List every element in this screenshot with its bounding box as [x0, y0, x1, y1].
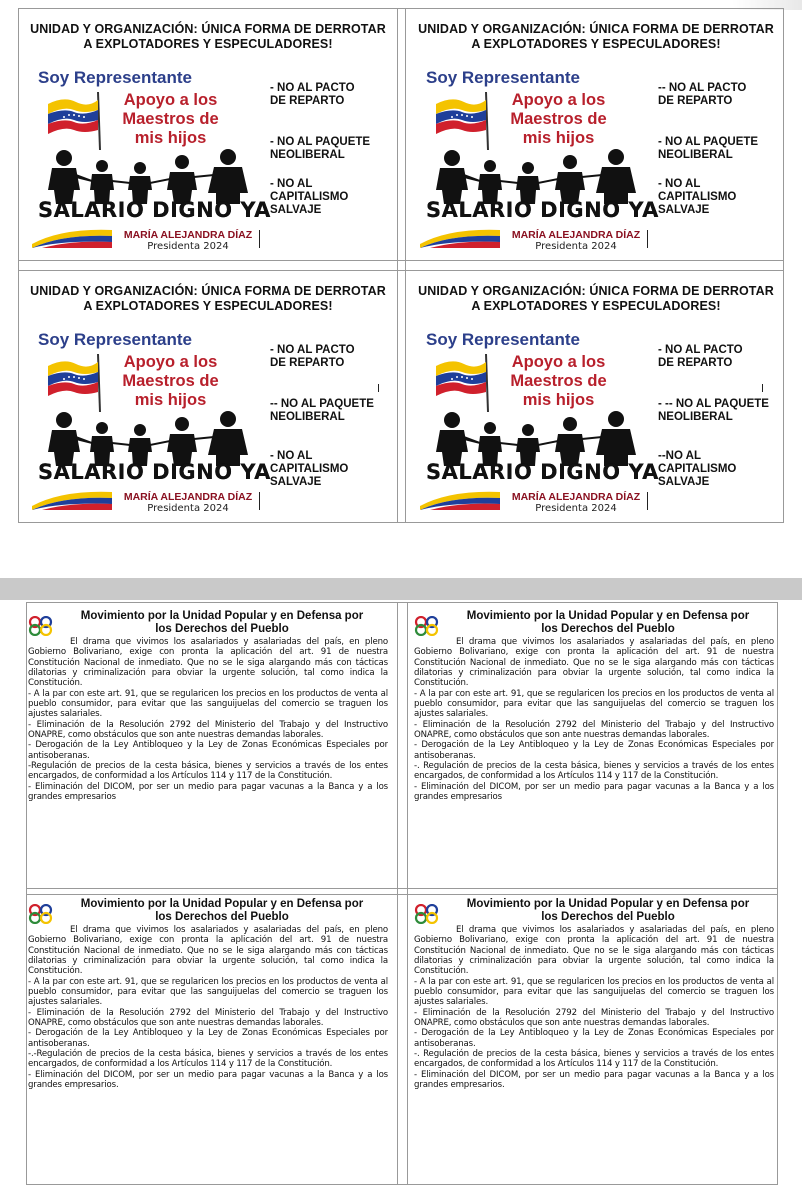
slogan-pacto: - NO AL PACTO DE REPARTO: [658, 344, 743, 369]
grid-rule-top: [26, 602, 778, 603]
candidate-name: MARÍA ALEJANDRA DÍAZ: [511, 491, 641, 503]
grid-rule-top: [18, 8, 784, 9]
movement-logo-icon: [28, 904, 54, 924]
separator-tick: [378, 384, 379, 392]
sheet-divider: [0, 578, 802, 600]
candidate-office: Presidenta 2024: [535, 241, 617, 252]
venezuela-flag-icon: [46, 90, 104, 152]
demand-item: - Eliminación del DICOM, por ser un medio para pagar vacunas a la Banca y a los grandes empresarios.: [28, 1069, 388, 1091]
flag-sash-icon: [420, 226, 500, 248]
demand-item: - Derogación de la Ley Antibloqueo y la Ley de Zonas Económicas Especiales por antisoberanas.: [28, 1028, 388, 1049]
demands-text: [414, 925, 774, 1091]
candidate-name: MARÍA ALEJANDRA DÍAZ: [123, 491, 253, 503]
movement-title: Movimiento por la Unidad Popular y en Defensa por los Derechos del Pueblo: [466, 610, 750, 635]
demand-item: - A la par con este art. 91, que se regularicen los precios en los productos de venta al pueblo consumidor, para evitar que las sanguijuelas del comercio se traguen los ajustes salariales.: [28, 976, 388, 1008]
separator-tick: [647, 230, 648, 248]
flyer-headline: UNIDAD Y ORGANIZACIÓN: ÚNICA FORMA DE DERROTAR A EXPLOTADORES Y ESPECULADORES!: [30, 284, 386, 313]
family-silhouette-icon: [430, 148, 640, 204]
slogan-paquete: - -- NO AL PAQUETE NEOLIBERAL: [658, 398, 769, 423]
grid-rule-mid-b: [18, 270, 784, 271]
demand-item: -.-Regulación de precios de la cesta básica, bienes y servicios a través de los entes encargados, de conformidad a los Artículos 114 y 117 de la Constitución.: [28, 1049, 388, 1070]
separator-tick: [762, 384, 763, 392]
slogan-pacto: -- NO AL PACTO DE REPARTO: [658, 82, 747, 107]
slogan-paquete: -- NO AL PAQUETE NEOLIBERAL: [270, 398, 374, 423]
separator-tick: [259, 492, 260, 510]
slogan-capitalismo: - NO AL CAPITALISMO SALVAJE: [270, 178, 349, 216]
grid-rule-center-a: [397, 602, 398, 1184]
demand-item: -Regulación de precios de la cesta básica, bienes y servicios a través de los entes encargados, de conformidad a los Artículos 114 y 117 de la Constitución.: [28, 761, 388, 782]
apoyo-maestros-text: Apoyo a los Maestros de mis hijos: [122, 91, 219, 147]
intro-paragraph: El drama que vivimos los asalariados y asalariadas del país, en pleno Gobierno Bolivariano, exige con pronta la aplicación del art. 91 de nuestra Constitución Nacional de inmediato. Que no se le siga alargando más con tácticas dilatorias y criminalización para obviar la urgente solución, tal como indica la Constitución.: [28, 637, 388, 689]
flyer-headline: UNIDAD Y ORGANIZACIÓN: ÚNICA FORMA DE DERROTAR A EXPLOTADORES Y ESPECULADORES!: [418, 284, 774, 313]
slogan-paquete: - NO AL PAQUETE NEOLIBERAL: [270, 136, 371, 161]
demand-item: - Eliminación del DICOM, por ser un medio para pagar vacunas a la Banca y a los grandes empresarios: [414, 781, 774, 803]
demand-item: - Derogación de la Ley Antibloqueo y la Ley de Zonas Económicas Especiales por antisoberanas.: [28, 740, 388, 761]
soy-representante-label: Soy Representante: [426, 330, 580, 349]
intro-paragraph: El drama que vivimos los asalariados y asalariadas del país, en pleno Gobierno Bolivariano, exige con pronta la aplicación del art. 91 de nuestra Constitución Nacional de inmediato. Que no se le siga alargando más con tácticas dilatorias y criminalización para obviar la urgente solución, tal como indica la Constitución.: [414, 637, 774, 689]
venezuela-flag-icon: [434, 352, 492, 414]
slogan-pacto: - NO AL PACTO DE REPARTO: [270, 82, 355, 107]
demand-document-1: [28, 610, 388, 888]
flyer-sheet: [0, 0, 802, 578]
candidate-office: Presidenta 2024: [147, 241, 229, 252]
flyer-2: [406, 12, 786, 264]
flag-sash-icon: [420, 488, 500, 510]
salario-digno-ya-slogan: SALARIO DIGNO YA: [426, 198, 659, 222]
flyer-headline: UNIDAD Y ORGANIZACIÓN: ÚNICA FORMA DE DERROTAR A EXPLOTADORES Y ESPECULADORES!: [30, 22, 386, 51]
family-silhouette-icon: [430, 410, 640, 466]
movement-title: Movimiento por la Unidad Popular y en Defensa por los Derechos del Pueblo: [80, 898, 364, 923]
slogan-pacto: - NO AL PACTO DE REPARTO: [270, 344, 355, 369]
soy-representante-label: Soy Representante: [38, 68, 192, 87]
slogan-capitalismo: - NO AL CAPITALISMO SALVAJE: [658, 178, 737, 216]
demand-item: - Eliminación del DICOM, por ser un medio para pagar vacunas a la Banca y a los grandes empresarios.: [414, 1069, 774, 1091]
demand-item: - Eliminación de la Resolución 2792 del Ministerio del Trabajo y del Instructivo ONAPRE, como obstáculos que son ante nuestras demandas laborales.: [28, 1007, 388, 1029]
document-sheet: [0, 600, 802, 1200]
demand-item: -. Regulación de precios de la cesta básica, bienes y servicios a través de los entes encargados, de conformidad a los Artículos 114 y 117 de la Constitución.: [414, 761, 774, 782]
grid-rule-right: [777, 602, 778, 1184]
flyer-1: [18, 12, 398, 264]
flag-sash-icon: [32, 488, 112, 510]
demand-item: - Derogación de la Ley Antibloqueo y la Ley de Zonas Económicas Especiales por antisoberanas.: [414, 1028, 774, 1049]
family-silhouette-icon: [42, 148, 252, 204]
candidate-office: Presidenta 2024: [535, 503, 617, 514]
candidate-name: MARÍA ALEJANDRA DÍAZ: [123, 229, 253, 241]
demand-document-2: [414, 610, 774, 888]
salario-digno-ya-slogan: SALARIO DIGNO YA: [38, 460, 271, 484]
flyer-headline: UNIDAD Y ORGANIZACIÓN: ÚNICA FORMA DE DERROTAR A EXPLOTADORES Y ESPECULADORES!: [418, 22, 774, 51]
demand-item: - Eliminación de la Resolución 2792 del Ministerio del Trabajo y del Instructivo ONAPRE, como obstáculos que son ante nuestras demandas laborales.: [28, 719, 388, 741]
separator-tick: [647, 492, 648, 510]
movement-logo-icon: [414, 904, 440, 924]
salario-digno-ya-slogan: SALARIO DIGNO YA: [426, 460, 659, 484]
demand-item: - Eliminación de la Resolución 2792 del Ministerio del Trabajo y del Instructivo ONAPRE, como obstáculos que son ante nuestras demandas laborales.: [414, 1007, 774, 1029]
movement-logo-icon: [28, 616, 54, 636]
flag-sash-icon: [32, 226, 112, 248]
venezuela-flag-icon: [434, 90, 492, 152]
demands-text: [28, 637, 388, 803]
grid-rule-mid-b: [26, 894, 778, 895]
family-silhouette-icon: [42, 410, 252, 466]
grid-rule-left: [26, 602, 27, 1184]
demand-item: - A la par con este art. 91, que se regularicen los precios en los productos de venta al pueblo consumidor, para evitar que las sanguijuelas del comercio se traguen los ajustes salariales.: [414, 976, 774, 1008]
separator-tick: [259, 230, 260, 248]
intro-paragraph: El drama que vivimos los asalariados y asalariadas del país, en pleno Gobierno Bolivariano, exige con pronta la aplicación del art. 91 de nuestra Constitución Nacional de inmediato. Que no se le siga alargando más con tácticas dilatorias y criminalización para obviar la urgente solución, tal como indica la Constitución.: [414, 925, 774, 977]
grid-rule-center-b: [407, 602, 408, 1184]
salario-digno-ya-slogan: SALARIO DIGNO YA: [38, 198, 271, 222]
soy-representante-label: Soy Representante: [426, 68, 580, 87]
apoyo-maestros-text: Apoyo a los Maestros de mis hijos: [122, 353, 219, 409]
demands-text: [414, 637, 774, 803]
movement-title: Movimiento por la Unidad Popular y en Defensa por los Derechos del Pueblo: [80, 610, 364, 635]
demand-document-3: [28, 898, 388, 1182]
demands-text: [28, 925, 388, 1091]
movement-title: Movimiento por la Unidad Popular y en Defensa por los Derechos del Pueblo: [466, 898, 750, 923]
demand-item: - Eliminación de la Resolución 2792 del Ministerio del Trabajo y del Instructivo ONAPRE, como obstáculos que son ante nuestras demandas laborales.: [414, 719, 774, 741]
demand-item: - Eliminación del DICOM, por ser un medio para pagar vacunas a la Banca y a los grandes empresarios: [28, 781, 388, 803]
candidate-office: Presidenta 2024: [147, 503, 229, 514]
apoyo-maestros-text: Apoyo a los Maestros de mis hijos: [510, 353, 607, 409]
demand-document-4: [414, 898, 774, 1182]
soy-representante-label: Soy Representante: [38, 330, 192, 349]
candidate-name: MARÍA ALEJANDRA DÍAZ: [511, 229, 641, 241]
slogan-capitalismo: --NO AL CAPITALISMO SALVAJE: [658, 450, 737, 488]
apoyo-maestros-text: Apoyo a los Maestros de mis hijos: [510, 91, 607, 147]
flyer-3: [18, 274, 398, 526]
intro-paragraph: El drama que vivimos los asalariados y asalariadas del país, en pleno Gobierno Bolivariano, exige con pronta la aplicación del art. 91 de nuestra Constitución Nacional de inmediato. Que no se le siga alargando más con tácticas dilatorias y criminalización para obviar la urgente solución, tal como indica la Constitución.: [28, 925, 388, 977]
grid-rule-mid-a: [26, 888, 778, 889]
flyer-4: [406, 274, 786, 526]
demand-item: - Derogación de la Ley Antibloqueo y la Ley de Zonas Económicas Especiales por antisoberanas.: [414, 740, 774, 761]
movement-logo-icon: [414, 616, 440, 636]
demand-item: -. Regulación de precios de la cesta básica, bienes y servicios a través de los entes encargados, de conformidad a los Artículos 114 y 117 de la Constitución.: [414, 1049, 774, 1070]
demand-item: - A la par con este art. 91, que se regularicen los precios en los productos de venta al pueblo consumidor, para evitar que las sanguijuelas del comercio se traguen los ajustes salariales.: [414, 688, 774, 720]
slogan-capitalismo: - NO AL CAPITALISMO SALVAJE: [270, 450, 349, 488]
venezuela-flag-icon: [46, 352, 104, 414]
slogan-paquete: - NO AL PAQUETE NEOLIBERAL: [658, 136, 759, 161]
grid-rule-bottom: [26, 1184, 778, 1185]
demand-item: - A la par con este art. 91, que se regularicen los precios en los productos de venta al pueblo consumidor, para evitar que las sanguijuelas del comercio se traguen los ajustes salariales.: [28, 688, 388, 720]
